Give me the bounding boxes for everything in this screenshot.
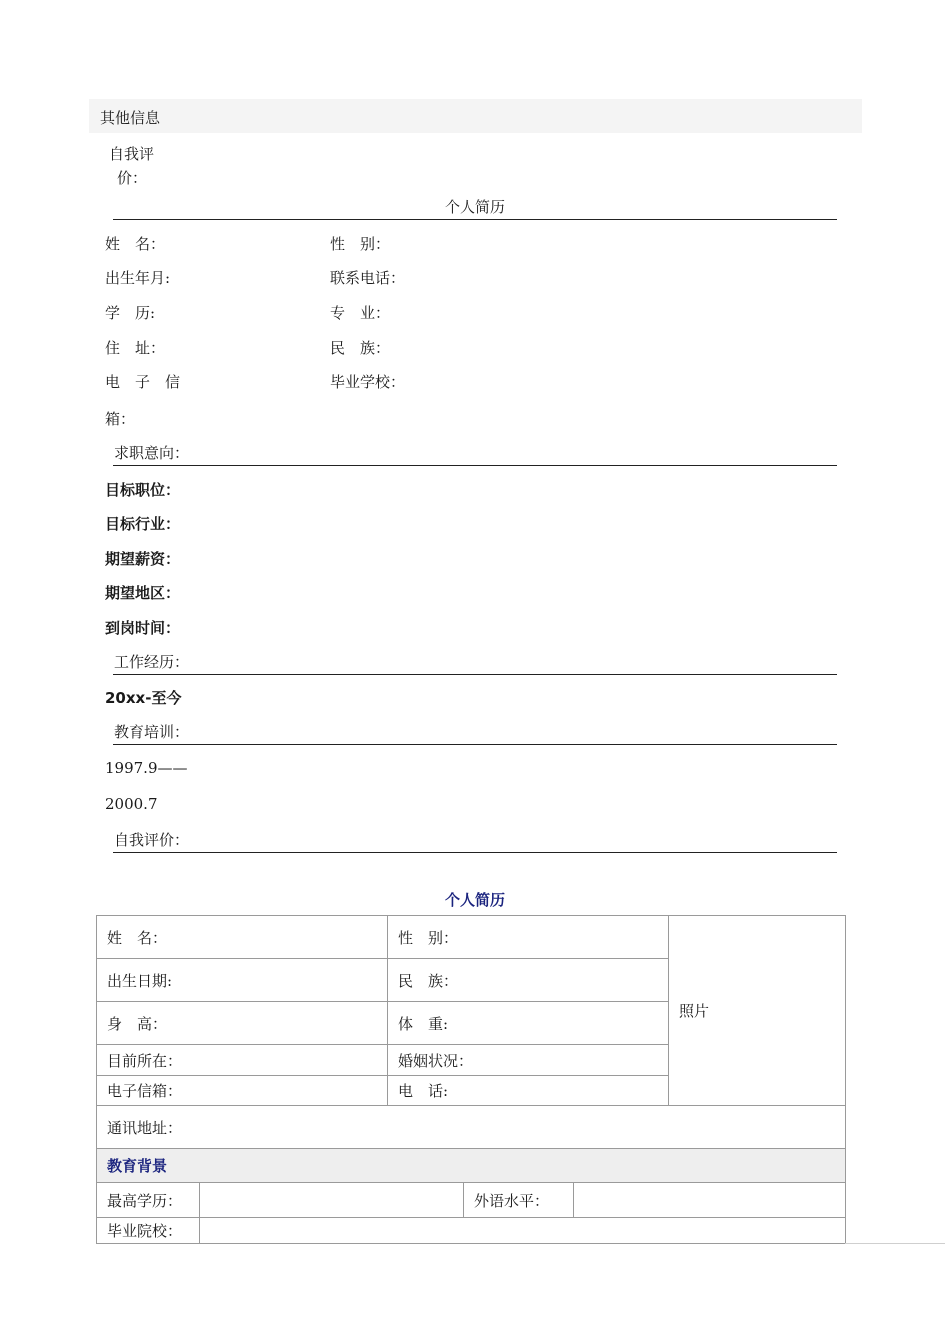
field-school: 毕业学校： [330,373,406,391]
r2-name: 姓 名： [97,916,388,959]
field-gender: 性 别： [330,235,391,253]
edu-period-start: 1997.9—— [105,759,188,777]
field-major: 专 业： [330,304,391,322]
r2-graduated-school-value [200,1218,846,1244]
self-eval-heading: 自我评价： [114,831,190,849]
r2-phone: 电 话: [388,1076,669,1106]
intent-heading: 求职意向： [114,444,190,462]
expected-salary: 期望薪资： [105,550,181,568]
page-edge-rule [845,1243,945,1244]
edu-heading: 教育培训： [114,723,190,741]
work-rule [113,674,837,675]
resume2-basic-table [96,915,846,1183]
field-name: 姓 名： [105,235,166,253]
r2-current-location: 目前所在： [97,1045,388,1076]
work-period: 20xx-至今 [105,689,182,707]
edu-rule [113,744,837,745]
r2-height: 身 高： [97,1002,388,1045]
field-email-line1: 电 子 信 [105,373,181,391]
self-eval-label-line1: 自我评 [109,145,155,163]
target-position: 目标职位： [105,481,181,499]
expected-region: 期望地区： [105,584,181,602]
intent-rule [113,465,837,466]
field-ethnicity: 民 族： [330,339,391,357]
self-eval-label-line2: 价： [117,169,148,187]
other-info-header: 其他信息 [100,109,161,127]
r2-foreign-language: 外语水平： [464,1183,574,1218]
r2-gender: 性 别： [388,916,669,959]
field-phone: 联系电话： [330,269,406,287]
r2-birth-date: 出生日期: [97,959,388,1002]
field-email-line2: 箱： [105,410,136,428]
field-address: 住 址： [105,339,166,357]
edu-period-end: 2000.7 [105,795,158,813]
self-eval-rule [113,852,837,853]
resume1-title-rule [113,219,837,220]
target-industry: 目标行业： [105,515,181,533]
r2-email: 电子信箱： [97,1076,388,1106]
field-education: 学 历: [105,304,156,322]
r2-photo: 照片 [669,916,846,1106]
resume2-title: 个人简历 [444,891,505,909]
r2-weight: 体 重: [388,1002,669,1045]
field-birth: 出生年月: [105,269,171,287]
r2-education-section-label: 教育背景 [107,1157,168,1175]
work-heading: 工作经历： [114,653,190,671]
r2-ethnicity: 民 族： [388,959,669,1002]
r2-foreign-language-value [574,1183,846,1218]
r2-graduated-school: 毕业院校： [97,1218,200,1244]
r2-marital-status: 婚姻状况： [388,1045,669,1076]
resume1-title: 个人简历 [444,198,505,216]
resume2-education-table [96,1182,846,1244]
r2-education-section [97,1149,846,1183]
r2-highest-degree: 最高学历： [97,1183,200,1218]
start-time: 到岗时间： [105,619,181,637]
r2-mailing-address: 通讯地址： [97,1106,846,1149]
other-info-band [89,99,862,133]
r2-highest-degree-value [200,1183,464,1218]
